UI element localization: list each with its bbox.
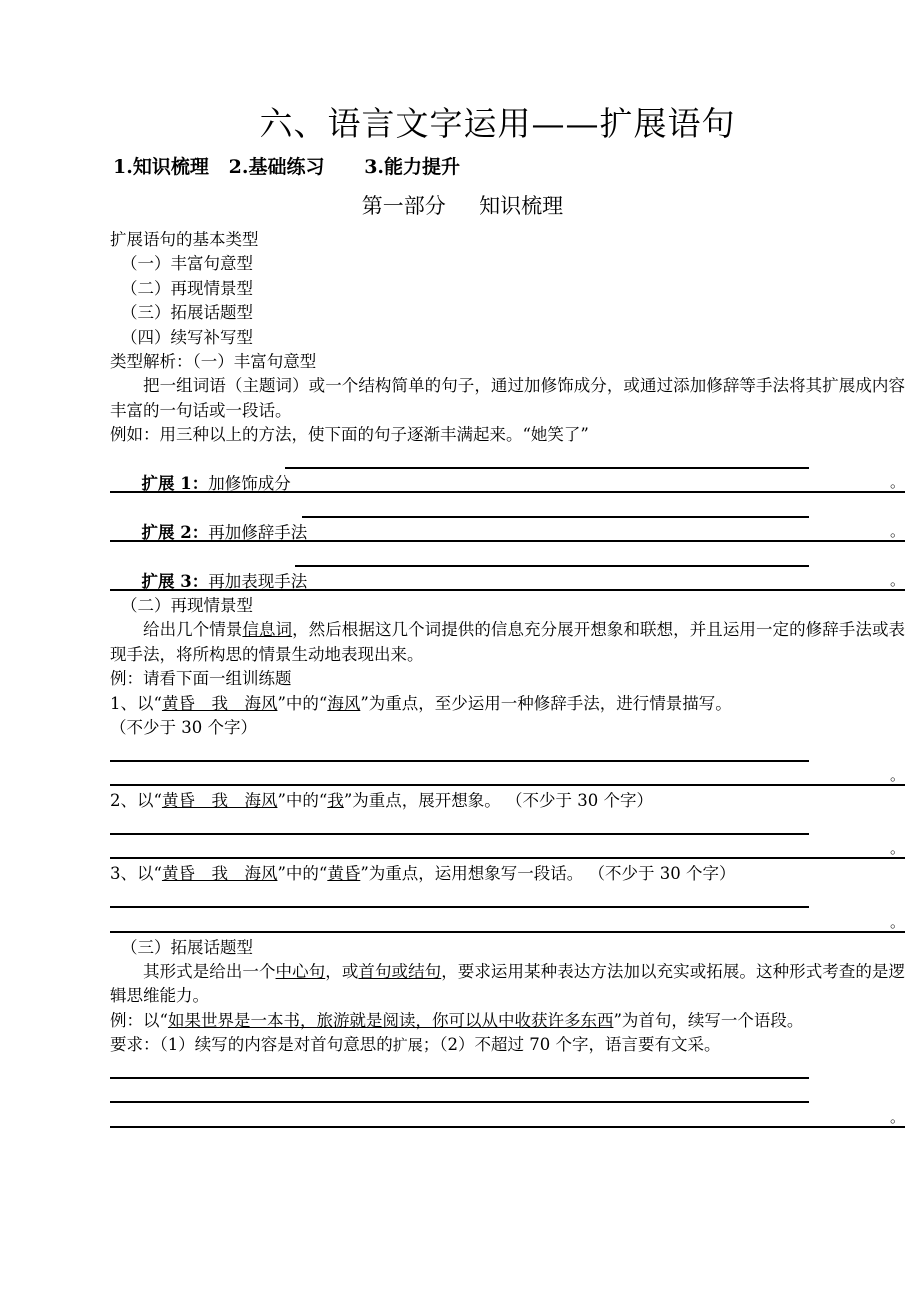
- section-two-body-b: ，然后根据这几个词提供的信息充分展开想象和联想，并且运用一定的修辞手法或表现手法，将所构思的情景生动地表现出来。: [110, 620, 906, 664]
- expansion-blank-3-label: 扩展 3：: [141, 571, 209, 591]
- blank-end-period: 。: [889, 473, 905, 492]
- question-3-answer-line-1[interactable]: [110, 887, 905, 911]
- question-3-mid: ”中的“: [277, 864, 328, 884]
- blank-end-period: 。: [889, 912, 905, 931]
- question-1-keywords: 黄昏 我 海风: [161, 693, 278, 713]
- section-two-body-a: 给出几个情景: [143, 620, 243, 640]
- blank-end-period: 。: [889, 522, 905, 541]
- blank-end-period: 。: [889, 571, 905, 589]
- requirement-emphasis: 扩展: [392, 1036, 423, 1055]
- section-three-answer-line-2[interactable]: [110, 1082, 905, 1106]
- text-column: [110, 100, 905, 1131]
- expansion-blank-2[interactable]: [110, 496, 905, 542]
- question-2-answer-line-2[interactable]: [110, 838, 905, 862]
- blank-end-period: 。: [889, 766, 905, 785]
- section-two-heading: （二）再现情景型: [121, 596, 253, 615]
- section-two-example-label: 例：请看下面一组训练题: [110, 669, 292, 689]
- type-item-1: （一）丰富句意型: [121, 254, 253, 274]
- question-1-suffix: ”为重点，至少运用一种修辞手法，进行情景描写。: [360, 693, 732, 713]
- requirement-part-a: 要求：（1）续写的内容是对首句意思的: [110, 1035, 393, 1055]
- section-two-keyword: 信息词: [242, 620, 293, 640]
- section-three-heading: （三）拓展话题型: [121, 937, 253, 957]
- question-3-focus: 黄昏: [327, 864, 361, 884]
- type-item-2: （二）再现情景型: [121, 278, 253, 298]
- section-three-body-a: 其形式是给出一个: [143, 962, 276, 981]
- question-3: [110, 862, 905, 886]
- question-1: [110, 692, 905, 716]
- expansion-blank-3[interactable]: [110, 545, 905, 591]
- section-three-example-prefix: 例：以“: [110, 1010, 168, 1030]
- question-3-keywords: 黄昏 我 海风: [161, 864, 278, 884]
- section-three-term-1: 中心句: [275, 962, 326, 981]
- expansion-blank-1-rule[interactable]: [285, 467, 809, 469]
- analysis-heading: 类型解析：（一）丰富句意型: [110, 352, 317, 372]
- expansion-blank-3-rule[interactable]: [295, 565, 809, 567]
- section-three-answer-line-1[interactable]: [110, 1058, 905, 1082]
- question-1-answer-line-2[interactable]: [110, 765, 905, 789]
- question-1-mid: ”中的“: [277, 693, 328, 713]
- expansion-blank-2-rule[interactable]: [302, 516, 809, 518]
- expansion-blank-1-label: 扩展 1：: [141, 474, 209, 494]
- question-1-focus: 海风: [327, 693, 361, 713]
- section-three-example-quote: 如果世界是一本书，旅游就是阅读，你可以从中收获许多东西: [167, 1010, 614, 1030]
- question-2: [110, 789, 905, 813]
- question-3-suffix: ”为重点，运用想象写一段话。 （不少于 30 个字）: [360, 864, 736, 884]
- expansion-blank-2-text: 再加修辞手法: [208, 522, 313, 542]
- expansion-blank-2-line-2[interactable]: [110, 521, 905, 545]
- section-three-requirement: [110, 1033, 905, 1057]
- question-3-answer-line-2[interactable]: [110, 911, 905, 935]
- section-three-example-suffix: ”为首句，续写一个语段。: [613, 1010, 804, 1030]
- part-heading: 第一部分 知识梳理: [361, 194, 564, 218]
- question-1-prefix: 1、以“: [110, 693, 162, 713]
- requirement-part-b: ；（2）不超过 70 个字，语言要有文采。: [422, 1035, 721, 1055]
- section-two-body: [110, 618, 905, 667]
- question-2-mid: ”中的“: [277, 791, 328, 811]
- table-of-contents: 1.知识梳理 2.基础练习 3.能力提升: [113, 156, 461, 178]
- expansion-blank-1-line-2[interactable]: [110, 472, 905, 496]
- question-2-keywords: 黄昏 我 海风: [161, 791, 278, 811]
- type-item-3: （三）拓展话题型: [121, 303, 253, 323]
- section-three-example: [110, 1009, 905, 1033]
- expansion-blank-1-text: 加修饰成分: [208, 474, 296, 494]
- document-title: 六、语言文字运用——扩展语句: [259, 104, 736, 143]
- question-2-prefix: 2、以“: [110, 791, 162, 811]
- section-three-term-2: 首句或结句: [358, 962, 442, 981]
- expansion-blank-3-line-2[interactable]: [110, 570, 905, 594]
- types-heading: 扩展语句的基本类型: [110, 230, 259, 249]
- section-three-body-c: ，要求运用某种表达方法加以充实或拓展。这种形式考查的是逻辑思维能力。: [110, 962, 906, 1006]
- section-one-example: 例如：用三种以上的方法，使下面的句子逐渐丰满起来。“她笑了”: [110, 425, 589, 445]
- question-1-limit: （不少于 30 个字）: [110, 718, 257, 738]
- question-1-answer-line-1[interactable]: [110, 740, 905, 764]
- question-2-suffix: ”为重点，展开想象。 （不少于 30 个字）: [343, 791, 653, 811]
- section-one-body: 把一组词语（主题词）或一个结构简单的句子，通过加修饰成分，或通过添加修辞等手法将其扩展成内容丰富的一句话或一段话。: [110, 376, 905, 420]
- section-three-answer-line-3[interactable]: [110, 1106, 905, 1130]
- question-3-prefix: 3、以“: [110, 864, 162, 884]
- blank-end-period: 。: [889, 1107, 905, 1126]
- type-item-4: （四）续写补写型: [121, 327, 253, 347]
- expansion-blank-3-text: 再加表现手法: [208, 571, 308, 591]
- section-three-body: [110, 960, 905, 1009]
- blank-end-period: 。: [889, 839, 905, 858]
- expansion-blank-1[interactable]: [110, 448, 905, 494]
- expansion-blank-2-label: 扩展 2：: [141, 522, 209, 542]
- section-three-body-b: ，或: [325, 962, 359, 981]
- question-2-answer-line-1[interactable]: [110, 814, 905, 838]
- question-2-focus: 我: [327, 791, 344, 811]
